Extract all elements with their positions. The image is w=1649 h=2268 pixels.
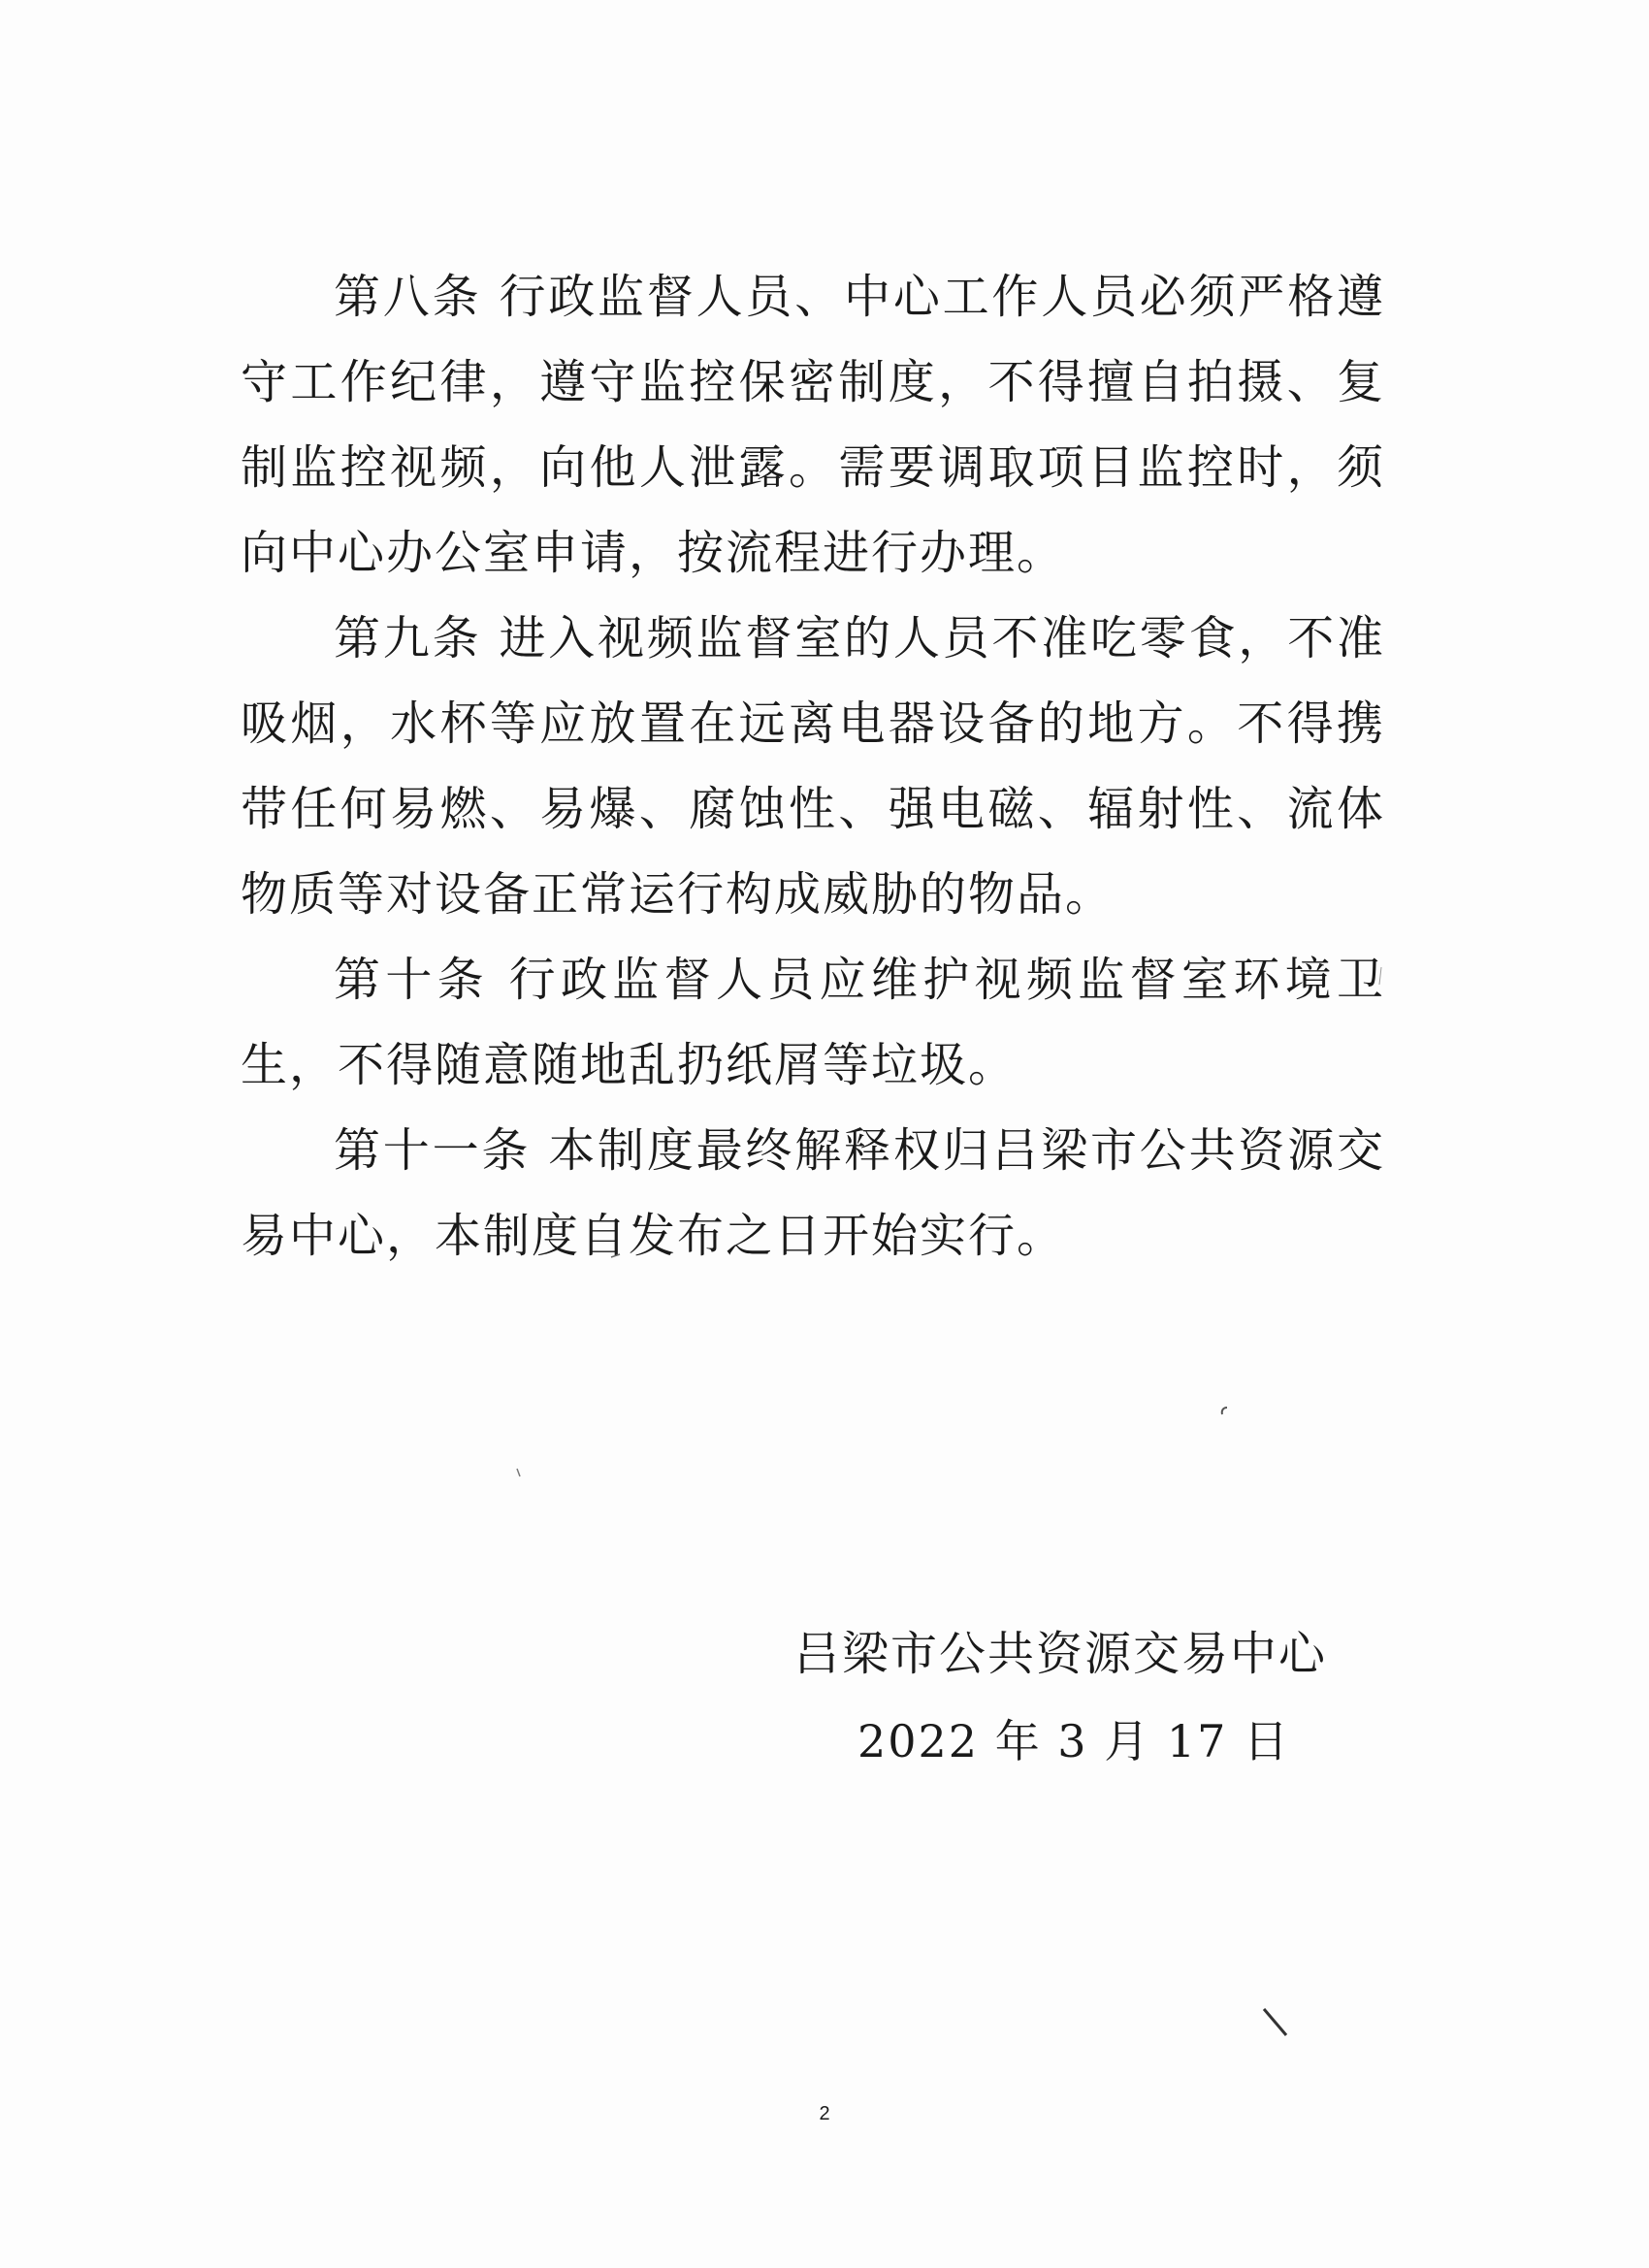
scan-speck <box>514 1467 524 1480</box>
article-8: 第八条 行政监督人员、中心工作人员必须严格遵守工作纪律，遵守监控保密制度，不得擅自拍摄、复制监控视频，向他人泄露。需要调取项目监控时，须向中心办公室申请，按流程进行办理。 <box>241 270 1385 580</box>
article-10: 第十条 行政监督人员应维护视频监督室环境卫生，不得随意随地乱扔纸屑等垃圾。 <box>241 953 1385 1092</box>
scan-speck <box>1217 1405 1233 1420</box>
issue-date: 2022 年 3 月 17 日 <box>857 1715 1290 1767</box>
issuer-signature: 吕梁市公共资源交易中心 <box>793 1627 1328 1681</box>
article-11: 第十一条 本制度最终解释权归吕梁市公共资源交易中心，本制度自发布之日开始实行。 <box>241 1123 1385 1263</box>
scan-speck <box>1261 2006 1290 2039</box>
page-number: 2 <box>819 2103 830 2124</box>
article-9: 第九条 进入视频监督室的人员不准吃零食，不准吸烟，水杯等应放置在远离电器设备的地方。不得携带任何易燃、易爆、腐蚀性、强电磁、辐射性、流体物质等对设备正常运行构成威胁的物品。 <box>241 611 1385 922</box>
document-body <box>241 254 1385 1279</box>
